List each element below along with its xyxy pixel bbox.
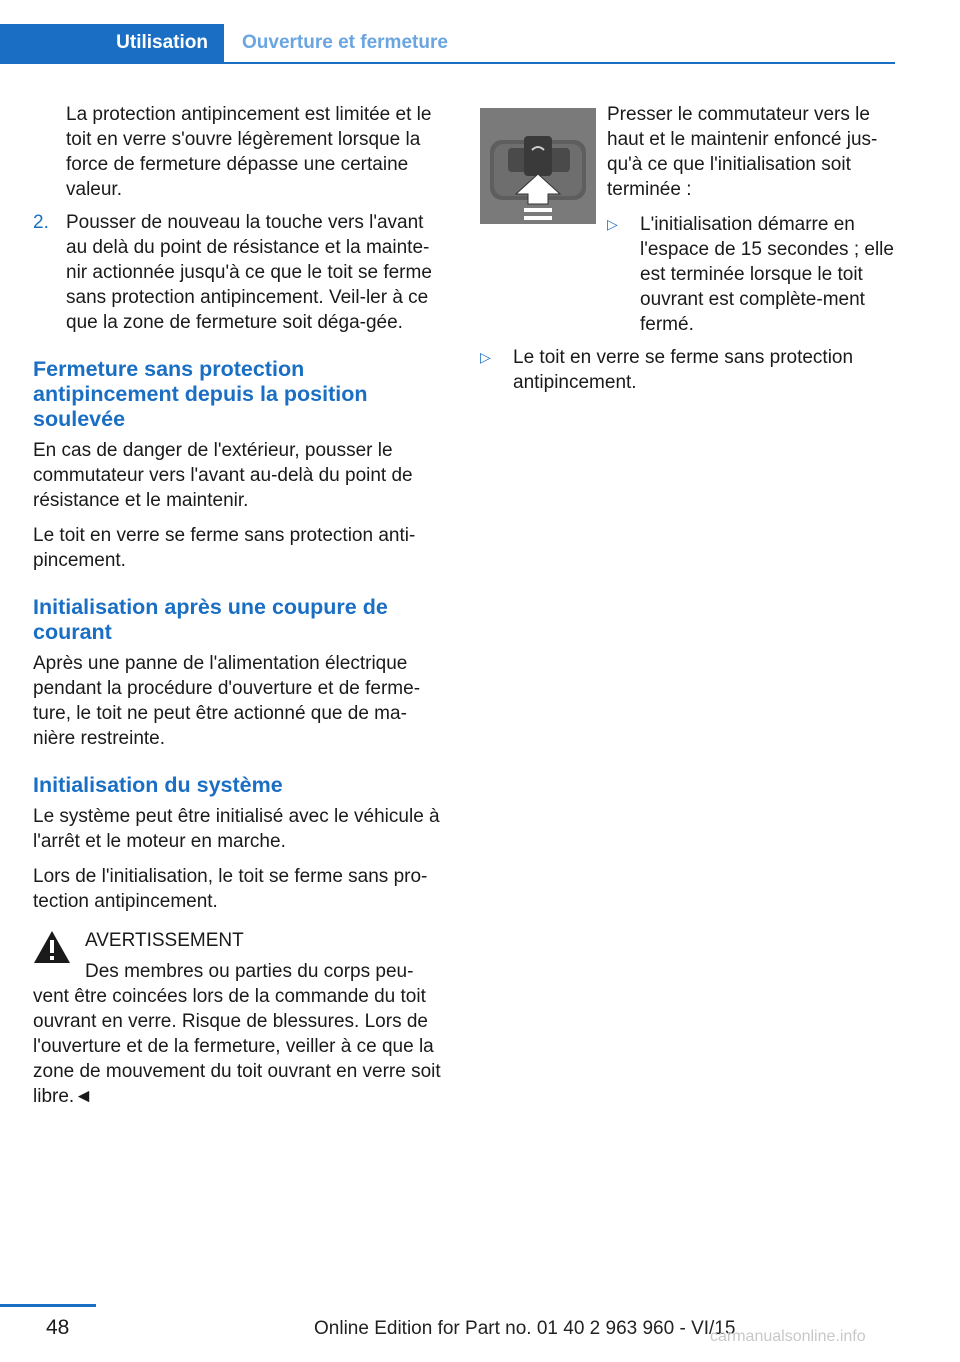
- paragraph-presser: Presser le commutateur vers le haut et le maintenir enfoncé jus-qu'à ce que l'initialisation soit terminée :: [607, 104, 878, 200]
- header-tabbar: [0, 24, 895, 64]
- bullet-text-2: Le toit en verre se ferme sans protection antipincement.: [513, 347, 854, 393]
- bullet-initialisation: [607, 212, 895, 337]
- warning-block: [33, 928, 448, 1109]
- switch-illustration: [480, 108, 596, 224]
- paragraph-sans-1: En cas de danger de l'extérieur, pousser le commutateur vers l'avant au-delà du point de résistance et le maintenir.: [33, 440, 413, 511]
- warning-title: AVERTISSEMENT: [85, 930, 244, 951]
- bullet-toit-ferme: [480, 345, 895, 395]
- warning-triangle-icon: [33, 930, 71, 964]
- bullet-text-1: L'initialisation démarre en l'espace de 15 secondes ; elle est terminée lorsque le toit ouvrant est complète-ment fermé.: [640, 214, 894, 335]
- edition-text: Online Edition for Part no. 01 40 2 963 960 - VI/15: [314, 1318, 736, 1339]
- paragraph-systeme-2: Lors de l'initialisation, le toit se ferme sans pro-tection antipincement.: [33, 866, 428, 912]
- intro-paragraph: La protection antipincement est limitée et le toit en verre s'ouvre légèrement lorsque la force de fermeture dépasse une certaine valeur.: [66, 104, 432, 200]
- paragraph-systeme-1: Le système peut être initialisé avec le véhicule à l'arrêt et le moteur en marche.: [33, 806, 440, 852]
- footer-rule: [0, 1304, 96, 1307]
- step-number: 2.: [33, 212, 49, 233]
- step-2: [33, 210, 448, 335]
- step-text: Pousser de nouveau la touche vers l'avant au delà du point de résistance et la mainte-nir actionnée jusqu'à ce que le toit se ferme sans protection antipincement. Veil-ler à ce que la zone de fermeture soit déga-gée.: [66, 212, 432, 333]
- right-column: [480, 102, 895, 395]
- tab-ouverture-fermeture[interactable]: Ouverture et fermeture: [242, 32, 448, 53]
- heading-initialisation-coupure: Initialisation après une coupure de courant: [33, 595, 388, 644]
- tab-utilisation[interactable]: Utilisation: [0, 24, 224, 62]
- paragraph-sans-2: Le toit en verre se ferme sans protection anti-pincement.: [33, 525, 416, 571]
- heading-initialisation-systeme: Initialisation du système: [33, 773, 283, 797]
- heading-fermeture-sans-protection: Fermeture sans protection antipincement depuis la position soulevée: [33, 357, 368, 431]
- paragraph-coupure: Après une panne de l'alimentation électrique pendant la procédure d'ouverture et de ferme-ture, le toit ne peut être actionné que de ma-nière restreinte.: [33, 653, 421, 749]
- page-number: 48: [46, 1316, 70, 1339]
- triangle-bullet-icon: ▷: [480, 349, 491, 365]
- roof-switch-image: [480, 108, 596, 224]
- watermark: carmanualsonline.info: [710, 1328, 866, 1345]
- warning-text-start: Des membres ou parties du corps peu-: [85, 961, 414, 982]
- triangle-bullet-icon: ▷: [607, 216, 618, 232]
- left-column: [33, 102, 448, 1109]
- warning-text-rest: vent être coincées lors de la commande du toit ouvrant en verre. Risque de blessures. Lors de l'ouverture et de la fermeture, veiller à ce que la zone de mouvement du toit ouvrant en verre soit libre.◄: [33, 986, 441, 1107]
